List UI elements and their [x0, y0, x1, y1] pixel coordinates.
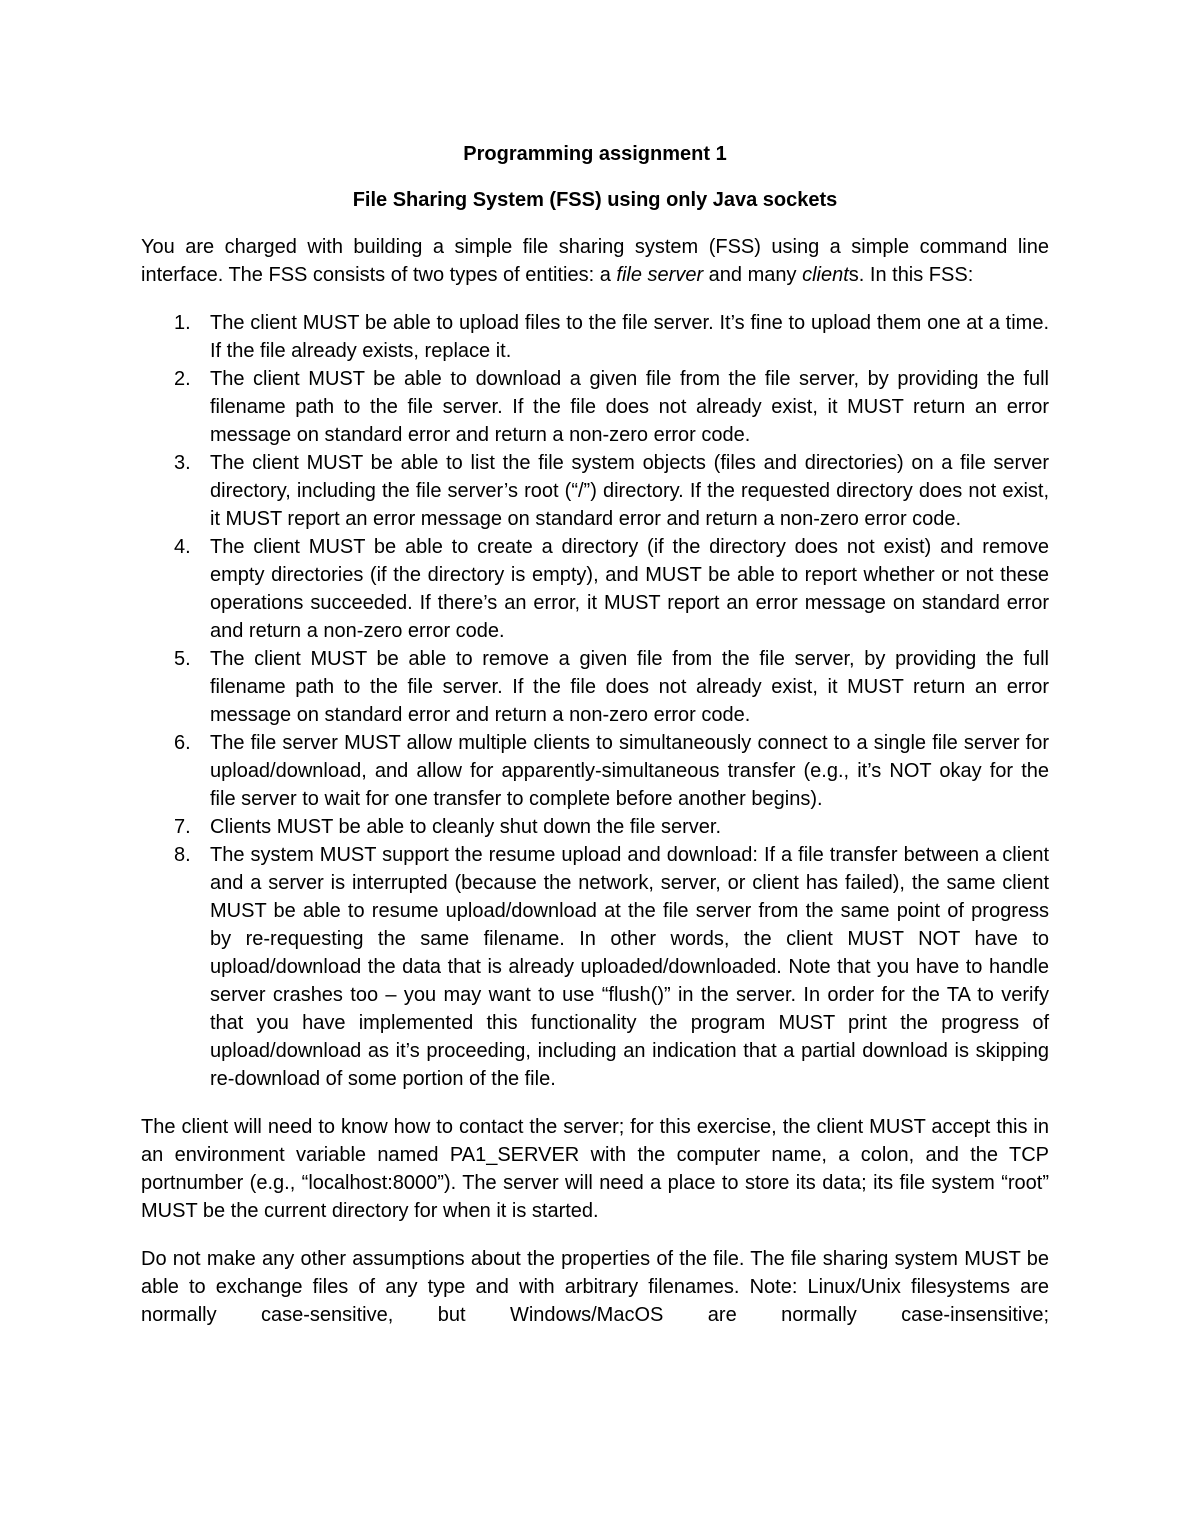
- list-item-number: 8.: [174, 844, 191, 866]
- list-item-number: 7.: [174, 816, 191, 838]
- list-item-number: 2.: [174, 368, 191, 390]
- list-item-text: The client MUST be able to create a directory (if the directory does not exist) and remove empty directories (if the directory is empty), and MUST be able to report whether or not these operations succeeded. If there’s an error, it MUST report an error message on standard error and return a non-zero error code.: [210, 536, 1049, 642]
- page-subtitle: File Sharing System (FSS) using only Java sockets: [352, 189, 838, 211]
- list-item-text: The file server MUST allow multiple clients to simultaneously connect to a single file server for upload/download, and allow for apparently-simultaneous transfer (e.g., it’s NOT okay for the file server to wait for one transfer to complete before another begins).: [210, 732, 1049, 810]
- list-item-text: The client MUST be able to remove a given file from the file server, by providing the full filename path to the file server. If the file does not already exist, it MUST return an error message on standard error and return a non-zero error code.: [210, 648, 1049, 726]
- list-item: [141, 645, 1049, 729]
- assumptions-paragraph: Do not make any other assumptions about the properties of the file. The file sharing system MUST be able to exchange files of any type and with arbitrary filenames. Note: Linux/Unix filesystems are normally case-sensitive, but Windows/MacOS are normally case-insensitive;: [141, 1248, 1049, 1326]
- list-item-number: 4.: [174, 536, 191, 558]
- list-item-text: The client MUST be able to list the file system objects (files and directories) on a file server directory, including the file server’s root (“/”) directory. If the requested directory does not exist, it MUST report an error message on standard error and return a non-zero error code.: [210, 452, 1049, 530]
- intro-file-server: file server: [616, 264, 704, 286]
- intro-client: client: [802, 264, 849, 286]
- list-item: [141, 813, 1049, 841]
- list-item-text: The client MUST be able to download a given file from the file server, by providing the full filename path to the file server. If the file does not already exist, it MUST return an error message on standard error and return a non-zero error code.: [210, 368, 1049, 446]
- list-item-number: 6.: [174, 732, 191, 754]
- list-item: [141, 533, 1049, 645]
- list-item: [141, 365, 1049, 449]
- page-title: Programming assignment 1: [463, 143, 727, 165]
- list-item: [141, 729, 1049, 813]
- list-item-text: The client MUST be able to upload files to the file server. It’s fine to upload them one at a time. If the file already exists, replace it.: [210, 312, 1049, 362]
- intro-text-2: and many: [703, 264, 803, 286]
- server-paragraph: The client will need to know how to contact the server; for this exercise, the client MUST accept this in an environment variable named PA1_SERVER with the computer name, a colon, and the TCP portnumber (e.g., “localhost:8000”). The server will need a place to store its data; its file system “root” MUST be the current directory for when it is started.: [141, 1116, 1049, 1222]
- list-item: [141, 309, 1049, 365]
- list-item-number: 1.: [174, 312, 191, 334]
- intro-text-3: s. In this FSS:: [848, 264, 974, 286]
- requirements-list: [141, 309, 1049, 1093]
- intro-paragraph: [141, 233, 1049, 289]
- list-item: [141, 449, 1049, 533]
- list-item-number: 3.: [174, 452, 191, 474]
- list-item-text: The system MUST support the resume upload and download: If a file transfer between a client and a server is interrupted (because the network, server, or client has failed), the same client MUST be able to resume upload/download at the file server from the same point of progress by re-requesting the same filename. In other words, the client MUST NOT have to upload/download the data that is already uploaded/downloaded. Note that you have to handle server crashes too – you may want to use “flush()” in the server. In order for the TA to verify that you have implemented this functionality the program MUST print the progress of upload/download as it’s proceeding, including an indication that a partial download is skipping re-download of some portion of the file.: [210, 844, 1049, 1090]
- list-item-number: 5.: [174, 648, 191, 670]
- list-item-text: Clients MUST be able to cleanly shut down the file server.: [210, 816, 721, 838]
- intro-text-1: You are charged with building a simple file sharing system (FSS) using a simple command line interface. The FSS consists of two types of entities: a: [141, 236, 1049, 286]
- list-item: [141, 841, 1049, 1093]
